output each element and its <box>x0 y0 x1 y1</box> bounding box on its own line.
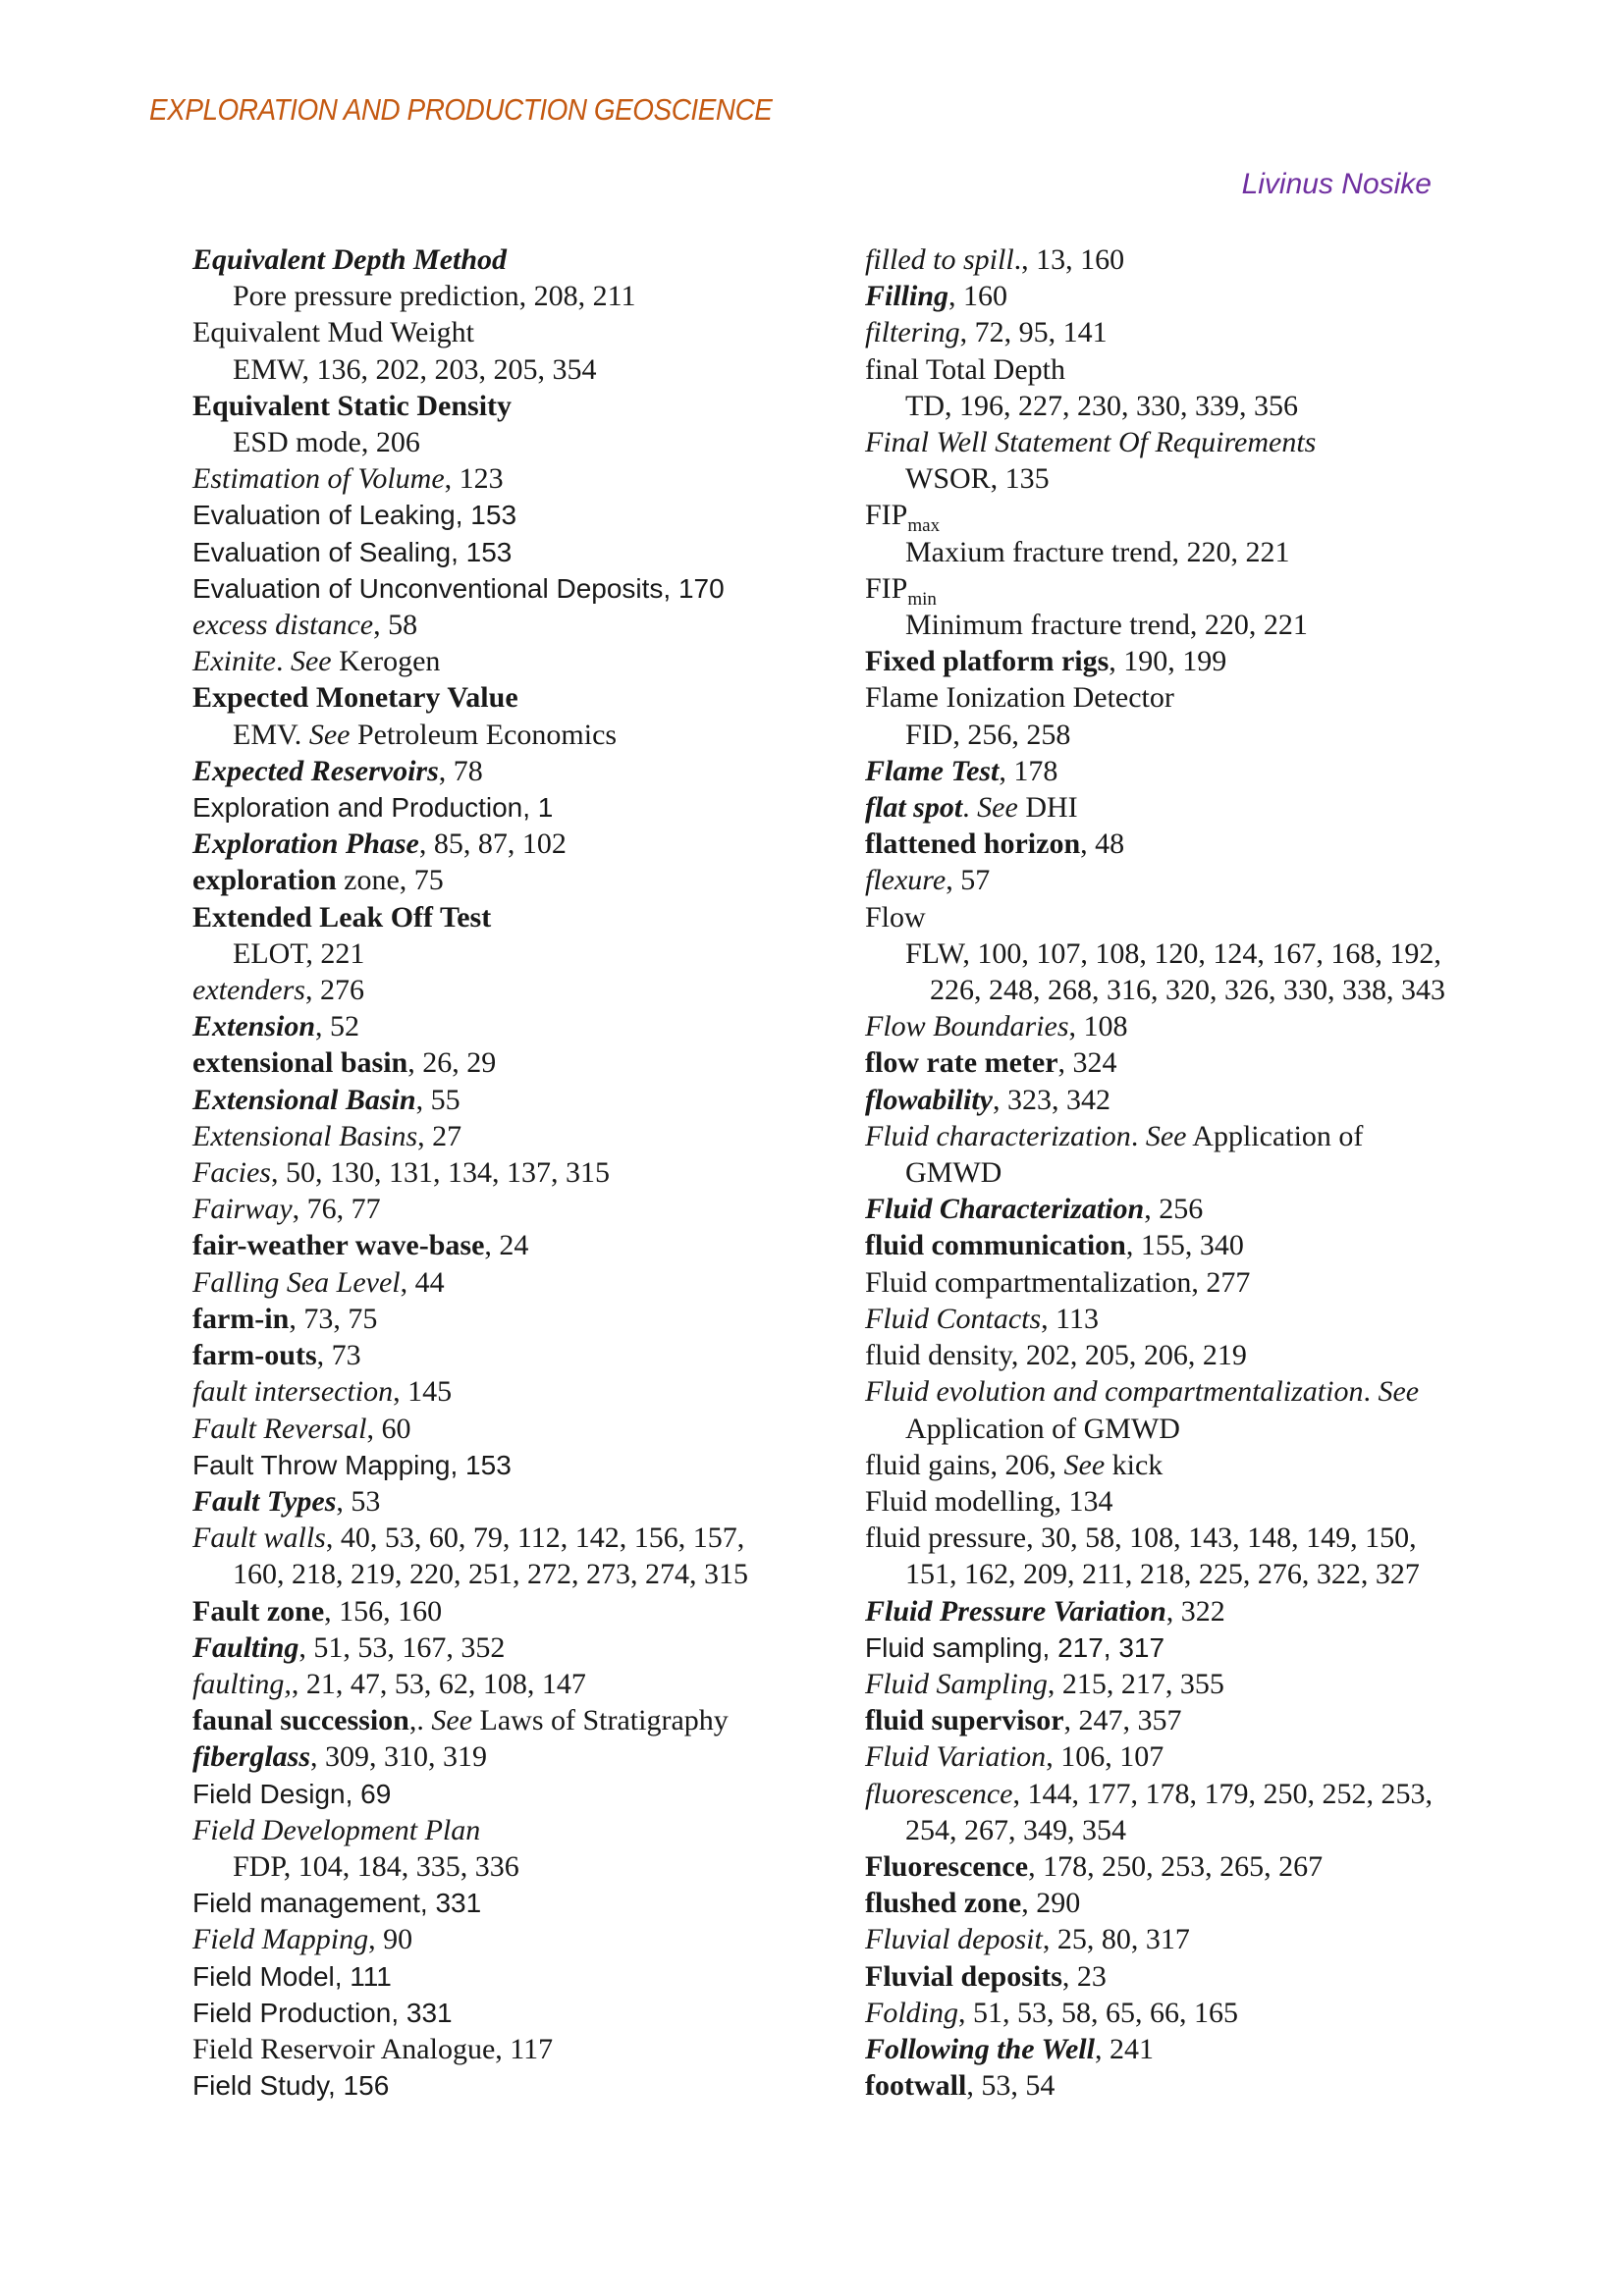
entry-segment: flow rate meter <box>865 1046 1058 1080</box>
entry-segment: Evaluation of Leaking, 153 <box>192 500 517 531</box>
entry-segment: TD, 196, 227, 230, 330, 339, 356 <box>905 389 1298 422</box>
index-line <box>192 643 864 679</box>
entry-segment: flowability <box>865 1083 993 1116</box>
entry-segment: , 178, 250, 253, 265, 267 <box>1028 1849 1324 1883</box>
index-line <box>865 1995 1592 2031</box>
entry-segment: See <box>308 718 351 751</box>
index-line <box>192 935 864 972</box>
index-line <box>192 534 864 570</box>
entry-segment: Field Development Plan <box>192 1813 481 1846</box>
index-line <box>865 534 1592 570</box>
entry-segment: . <box>962 791 978 825</box>
entry-segment: Flow Boundaries <box>865 1010 1069 1043</box>
entry-segment: , 53 <box>336 1484 381 1518</box>
index-line <box>192 1118 864 1154</box>
entry-segment: , 55 <box>415 1083 460 1116</box>
entry-segment: Fluid Pressure Variation <box>865 1594 1166 1628</box>
entry-segment: Application of <box>1186 1119 1364 1152</box>
index-column-left <box>192 241 864 2104</box>
entry-segment: , 156, 160 <box>324 1594 443 1628</box>
entry-segment: Field Study, 156 <box>192 2070 390 2102</box>
entry-segment: FID, 256, 258 <box>905 718 1071 751</box>
entry-segment: , 322 <box>1165 1594 1225 1628</box>
entry-segment: , 52 <box>315 1010 360 1043</box>
entry-segment: faunal succession <box>192 1704 409 1737</box>
index-line <box>192 1666 864 1702</box>
entry-segment: , 60 <box>366 1412 411 1445</box>
index-line <box>192 278 864 314</box>
entry-segment: , 309, 310, 319 <box>310 1740 487 1774</box>
page-title: EXPLORATION AND PRODUCTION GEOSCIENCE <box>149 92 773 127</box>
entry-segment: , 73 <box>316 1339 361 1372</box>
index-line <box>865 753 1592 789</box>
entry-segment: FLW, 100, 107, 108, 120, 124, 167, 168, 192, <box>905 936 1441 970</box>
index-line <box>192 2067 864 2104</box>
entry-segment: . <box>1363 1375 1379 1409</box>
entry-segment: , 27 <box>417 1119 462 1152</box>
entry-segment: , 58 <box>373 609 418 642</box>
entry-segment: , 73, 75 <box>289 1302 378 1335</box>
index-line <box>865 607 1592 643</box>
entry-segment: See <box>1145 1119 1187 1152</box>
entry-segment: flushed zone <box>865 1887 1022 1920</box>
index-line <box>192 1593 864 1629</box>
index-line <box>192 717 864 753</box>
entry-segment: ,. <box>408 1704 432 1737</box>
entry-segment: Fluid Sampling <box>865 1667 1048 1700</box>
entry-segment: Maxium fracture trend, 220, 221 <box>905 535 1290 568</box>
index-line <box>865 1373 1592 1410</box>
entry-segment: Flame Ionization Detector <box>865 681 1174 715</box>
index-line <box>192 497 864 533</box>
entry-segment: Fault walls <box>192 1522 326 1555</box>
index-line <box>192 899 864 935</box>
index-line <box>865 570 1592 610</box>
entry-segment: WSOR, 135 <box>905 462 1050 496</box>
entry-segment: , 155, 340 <box>1125 1229 1244 1262</box>
entry-segment: Fault zone <box>192 1594 325 1628</box>
entry-segment: Facies <box>192 1156 271 1190</box>
entry-segment: Application of GMWD <box>905 1412 1180 1445</box>
entry-segment: fair-weather wave-base <box>192 1229 485 1262</box>
entry-segment: fluid communication <box>865 1229 1126 1262</box>
index-line <box>192 753 864 789</box>
index-column-right <box>865 241 1592 2104</box>
entry-segment: , 256 <box>1144 1193 1204 1226</box>
entry-segment: final Total Depth <box>865 352 1065 386</box>
entry-segment: , 324 <box>1057 1046 1117 1080</box>
entry-segment: extensional basin <box>192 1046 408 1080</box>
index-line <box>865 278 1592 314</box>
entry-segment: Folding <box>865 1996 958 2029</box>
index-line <box>865 1520 1592 1556</box>
index-line <box>865 1301 1592 1337</box>
index-line <box>865 679 1592 716</box>
entry-segment: ELOT, 221 <box>233 936 365 970</box>
entry-segment: Evaluation of Sealing, 153 <box>192 536 513 567</box>
entry-segment: , 276 <box>304 974 364 1007</box>
entry-segment: Field Reservoir Analogue, 117 <box>192 2032 554 2065</box>
entry-segment: , 190, 199 <box>1109 645 1227 678</box>
index-line <box>865 1227 1592 1263</box>
index-line <box>192 1082 864 1118</box>
entry-segment: ., 13, 160 <box>1013 243 1125 276</box>
entry-segment: Extensional Basins <box>192 1119 418 1152</box>
index-line <box>865 1776 1592 1812</box>
entry-segment: Fluid characterization <box>865 1119 1131 1152</box>
entry-segment: filled to spill <box>865 243 1014 276</box>
entry-segment: Fixed platform rigs <box>865 645 1110 678</box>
index-line <box>192 460 864 497</box>
index-line <box>865 717 1592 753</box>
index-line <box>865 1958 1592 1995</box>
entry-segment: DHI <box>1017 791 1078 825</box>
entry-segment: , 160 <box>948 280 1008 313</box>
entry-segment: See <box>431 1704 473 1737</box>
entry-segment: . <box>275 645 291 678</box>
entry-segment: extenders <box>192 974 305 1007</box>
index-line <box>192 1958 864 1995</box>
entry-segment: , 48 <box>1080 828 1125 861</box>
index-line <box>192 241 864 278</box>
entry-segment: EMW, 136, 202, 203, 205, 354 <box>233 352 597 386</box>
index-line <box>865 1593 1592 1629</box>
index-line <box>865 1812 1592 1848</box>
entry-segment: filtering <box>865 316 960 349</box>
index-line <box>192 607 864 643</box>
entry-segment: Flame Test <box>865 754 1000 787</box>
entry-segment: 254, 267, 349, 354 <box>905 1813 1126 1846</box>
index-line <box>192 789 864 826</box>
index-line <box>192 1008 864 1044</box>
index-line <box>865 1702 1592 1738</box>
entry-segment: Final Well Statement Of Requirements <box>865 426 1317 459</box>
entry-segment: fault intersection <box>192 1375 394 1409</box>
entry-segment: , 144, 177, 178, 179, 250, 252, 253, <box>1012 1777 1433 1810</box>
entry-segment: Fault Types <box>192 1484 337 1518</box>
index-line <box>192 1411 864 1447</box>
entry-segment: Exinite <box>192 645 276 678</box>
entry-segment: 151, 162, 209, 211, 218, 225, 276, 322, 327 <box>905 1558 1420 1591</box>
entry-segment: , 290 <box>1021 1887 1081 1920</box>
entry-segment: FDP, 104, 184, 335, 336 <box>233 1849 519 1883</box>
index-line <box>865 1082 1592 1118</box>
index-line <box>865 1264 1592 1301</box>
index-line <box>192 1885 864 1921</box>
index-line <box>192 1556 864 1592</box>
index-line <box>865 460 1592 497</box>
index-line <box>865 1556 1592 1592</box>
entry-segment: fluid pressure, 30, 58, 108, 143, 148, 149, 150, <box>865 1522 1417 1555</box>
entry-segment: , 215, 217, 355 <box>1047 1667 1224 1700</box>
entry-segment: Flow <box>865 900 926 934</box>
entry-segment: Fluorescence <box>865 1849 1029 1883</box>
index-line <box>865 1629 1592 1666</box>
index-line <box>192 1629 864 1666</box>
entry-segment: Evaluation of Unconventional Deposits, 170 <box>192 572 725 604</box>
index-line <box>865 1885 1592 1921</box>
index-line <box>192 1264 864 1301</box>
entry-segment: , 53, 54 <box>966 2069 1056 2103</box>
index-line <box>192 314 864 350</box>
entry-segment: , 72, 95, 141 <box>959 316 1108 349</box>
index-line <box>865 1848 1592 1885</box>
entry-segment: farm-outs <box>192 1339 317 1372</box>
entry-segment: Expected Monetary Value <box>192 681 518 715</box>
index-line <box>192 1738 864 1775</box>
entry-segment: flattened horizon <box>865 828 1081 861</box>
entry-segment: , 23 <box>1061 1959 1107 1993</box>
entry-segment: Filling <box>865 280 949 313</box>
index-line <box>865 1154 1592 1191</box>
entry-segment: , 50, 130, 131, 134, 137, 315 <box>270 1156 610 1190</box>
index-line <box>192 2031 864 2067</box>
entry-segment: Extension <box>192 1010 316 1043</box>
index-line <box>865 388 1592 424</box>
index-line <box>192 1154 864 1191</box>
entry-segment: Following the Well <box>865 2032 1095 2065</box>
index-line <box>865 241 1592 278</box>
entry-segment: , 178 <box>999 754 1058 787</box>
entry-segment: , 106, 107 <box>1046 1740 1164 1774</box>
entry-segment: See <box>1378 1375 1420 1409</box>
index-line <box>192 1227 864 1263</box>
entry-segment: , 323, 342 <box>993 1083 1110 1116</box>
entry-segment: 160, 218, 219, 220, 251, 272, 273, 274, 315 <box>233 1558 748 1591</box>
index-line <box>865 862 1592 898</box>
entry-segment: footwall <box>865 2069 967 2103</box>
entry-segment: , 78 <box>438 754 483 787</box>
entry-segment: , 51, 53, 167, 352 <box>298 1630 506 1664</box>
index-line <box>192 862 864 898</box>
index-line <box>192 1044 864 1081</box>
entry-segment: Field Design, 69 <box>192 1778 392 1809</box>
index-line <box>192 1337 864 1373</box>
entry-segment: Fluid Variation <box>865 1740 1047 1774</box>
entry-segment: Faulting <box>192 1630 299 1664</box>
index-line <box>192 1995 864 2031</box>
index-line <box>865 314 1592 350</box>
entry-segment: Fluid Contacts <box>865 1302 1042 1335</box>
entry-segment: faulting, <box>192 1667 292 1700</box>
entry-segment: Field Mapping <box>192 1923 369 1956</box>
index-line <box>865 1411 1592 1447</box>
entry-segment: excess distance <box>192 609 374 642</box>
entry-segment: Falling Sea Level <box>192 1265 401 1299</box>
entry-segment: fluid gains, 206, <box>865 1448 1064 1481</box>
entry-segment: Equivalent Static Density <box>192 389 513 422</box>
index-line <box>865 1044 1592 1081</box>
entry-segment: max <box>907 515 941 537</box>
entry-segment: Equivalent Depth Method <box>192 243 508 276</box>
entry-segment: , 57 <box>946 864 991 897</box>
index-line <box>192 1520 864 1556</box>
entry-segment: fluid density, 202, 205, 206, 219 <box>865 1339 1247 1372</box>
entry-segment: farm-in <box>192 1302 290 1335</box>
index-line <box>865 1666 1592 1702</box>
entry-segment: fiberglass <box>192 1740 310 1774</box>
index-line <box>192 972 864 1008</box>
entry-segment: zone, 75 <box>336 864 444 897</box>
entry-segment: Extended Leak Off Test <box>192 900 492 934</box>
entry-segment: Fluid sampling, 217, 317 <box>865 1631 1165 1663</box>
index-line <box>192 1373 864 1410</box>
entry-segment: ESD mode, 206 <box>233 426 420 459</box>
index-line <box>865 899 1592 935</box>
entry-segment: Field Production, 331 <box>192 1997 453 2028</box>
index-line <box>192 826 864 862</box>
index-line <box>865 1008 1592 1044</box>
index-line <box>865 2031 1592 2067</box>
entry-segment: , 51, 53, 58, 65, 66, 165 <box>958 1996 1238 2029</box>
entry-segment: Equivalent Mud Weight <box>192 316 474 349</box>
entry-segment: , 123 <box>444 462 504 496</box>
index-line <box>865 826 1592 862</box>
entry-segment: Fluvial deposits <box>865 1959 1062 1993</box>
index-line <box>192 570 864 607</box>
index-line <box>865 1483 1592 1520</box>
entry-segment: , 40, 53, 60, 79, 112, 142, 156, 157, <box>325 1522 745 1555</box>
entry-segment: min <box>907 588 937 610</box>
entry-segment: Fluid compartmentalization, 277 <box>865 1265 1251 1299</box>
entry-segment: Pore pressure prediction, 208, 211 <box>233 280 636 313</box>
entry-segment: , 241 <box>1094 2032 1154 2065</box>
entry-segment: Field management, 331 <box>192 1888 482 1919</box>
entry-segment: flat spot <box>865 791 963 825</box>
entry-segment: 226, 248, 268, 316, 320, 326, 330, 338, 343 <box>930 974 1445 1007</box>
entry-segment: GMWD <box>905 1156 1002 1190</box>
index-line <box>192 351 864 388</box>
entry-segment: Kerogen <box>331 645 441 678</box>
entry-segment: Fluid evolution and compartmentalization <box>865 1375 1364 1409</box>
index-line <box>192 1191 864 1227</box>
index-line <box>192 1702 864 1738</box>
index-line <box>192 1483 864 1520</box>
index-line <box>865 351 1592 388</box>
index-line <box>865 789 1592 826</box>
entry-segment: See <box>290 645 332 678</box>
entry-segment: Expected Reservoirs <box>192 754 439 787</box>
author-name: Livinus Nosike <box>1241 168 1432 200</box>
entry-segment: , 76, 77 <box>292 1193 381 1226</box>
index-line <box>192 1848 864 1885</box>
entry-segment: flexure <box>865 864 947 897</box>
entry-segment: Fault Throw Mapping, 153 <box>192 1449 512 1480</box>
entry-segment: , 44 <box>400 1265 445 1299</box>
entry-segment: Exploration Phase <box>192 828 419 861</box>
index-line <box>865 2067 1592 2104</box>
entry-segment: . <box>1130 1119 1146 1152</box>
index-line <box>865 1337 1592 1373</box>
index-line <box>865 972 1592 1008</box>
entry-segment: Fluid modelling, 134 <box>865 1484 1113 1518</box>
entry-segment: , 85, 87, 102 <box>418 828 567 861</box>
entry-segment: fluorescence <box>865 1777 1013 1810</box>
entry-segment: Laws of Stratigraphy <box>472 1704 729 1737</box>
entry-segment: Petroleum Economics <box>350 718 618 751</box>
index-line <box>865 1921 1592 1957</box>
entry-segment: FIP <box>865 571 908 605</box>
entry-segment: Field Model, 111 <box>192 1960 392 1992</box>
entry-segment: , 25, 80, 317 <box>1042 1923 1190 1956</box>
index-line <box>192 679 864 716</box>
index-line <box>192 1776 864 1812</box>
entry-segment: Fairway <box>192 1193 293 1226</box>
index-line <box>192 388 864 424</box>
entry-segment: , 247, 357 <box>1063 1704 1182 1737</box>
entry-segment: Exploration and Production, 1 <box>192 792 554 824</box>
entry-segment: Estimation of Volume <box>192 462 445 496</box>
entry-segment: , 24 <box>484 1229 529 1262</box>
entry-segment: , 113 <box>1041 1302 1100 1335</box>
entry-segment: , 145 <box>393 1375 453 1409</box>
index-line <box>865 935 1592 972</box>
entry-segment: EMV. <box>233 718 309 751</box>
index-line <box>865 1118 1592 1154</box>
index-line <box>865 1447 1592 1483</box>
index-line <box>865 1191 1592 1227</box>
entry-segment: Fluvial deposit <box>865 1923 1043 1956</box>
index-line <box>865 1738 1592 1775</box>
index-line <box>192 1447 864 1483</box>
entry-segment: See <box>977 791 1018 825</box>
entry-segment: Minimum fracture trend, 220, 221 <box>905 609 1308 642</box>
index-line <box>865 497 1592 537</box>
entry-segment: , 26, 29 <box>407 1046 497 1080</box>
entry-segment: See <box>1063 1448 1106 1481</box>
index-line <box>192 1301 864 1337</box>
index-line <box>192 424 864 460</box>
entry-segment: Extensional Basin <box>192 1083 416 1116</box>
index-line <box>192 1812 864 1848</box>
index-line <box>865 643 1592 679</box>
index-line <box>865 424 1592 460</box>
entry-segment: , 108 <box>1068 1010 1128 1043</box>
entry-segment: , 90 <box>368 1923 413 1956</box>
entry-segment: , 21, 47, 53, 62, 108, 147 <box>291 1667 586 1700</box>
entry-segment: kick <box>1105 1448 1164 1481</box>
entry-segment: exploration <box>192 864 337 897</box>
index-line <box>192 1921 864 1957</box>
entry-segment: Fault Reversal <box>192 1412 367 1445</box>
entry-segment: FIP <box>865 499 908 532</box>
entry-segment: Fluid Characterization <box>865 1193 1145 1226</box>
entry-segment: fluid supervisor <box>865 1704 1064 1737</box>
